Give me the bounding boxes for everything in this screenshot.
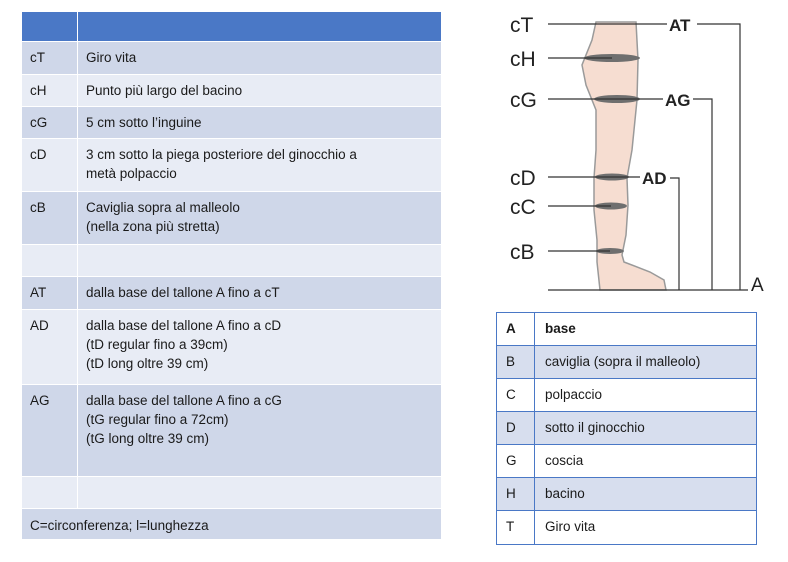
label-AT: AT [669,16,691,35]
legend-value: coscia [545,453,584,468]
legend-row [497,445,756,478]
description-line: (tG regular fino a 72cm) [86,412,229,427]
row-code: AT [22,277,78,309]
legend-key: C [497,379,535,411]
description-line: Caviglia sopra al malleolo [86,200,240,215]
row-code: cD [22,139,78,191]
label-cG: cG [510,89,537,112]
row-code: cT [22,42,78,74]
label-A: A [751,275,764,296]
legend-value: caviglia (sopra il malleolo) [545,354,701,369]
label-cT: cT [510,14,534,37]
row-code: cH [22,75,78,106]
legend-key: B [497,346,535,378]
description-line: Punto più largo del bacino [86,83,243,98]
label-cC: cC [510,196,536,219]
description-line: metà polpaccio [86,166,177,181]
legend-row [497,478,756,511]
leg-silhouette [582,22,666,290]
legend-row [497,313,756,346]
legend-key: T [497,511,535,544]
row-code: cG [22,107,78,138]
description-line: (tD long oltre 39 cm) [86,356,209,371]
description-line: 5 cm sotto l’inguine [86,115,202,130]
label-AG: AG [665,91,691,110]
label-cH: cH [510,48,536,71]
legend-value: sotto il ginocchio [545,420,645,435]
row-code: AG [22,385,78,476]
legend-key: A [497,313,535,345]
label-AD: AD [642,169,667,188]
legend-value: base [545,321,576,336]
legend-value: bacino [545,486,585,501]
description-line: (tG long oltre 39 cm) [86,431,210,446]
label-cD: cD [510,167,536,190]
description-line: dalla base del tallone A fino a cG [86,393,282,408]
legend-key: G [497,445,535,477]
description-line: (nella zona più stretta) [86,219,220,234]
description-line: dalla base del tallone A fino a cD [86,318,282,333]
description-line: Giro vita [86,50,137,65]
footnote-text: C=circonferenza; l=lunghezza [30,518,209,533]
legend-value: Giro vita [545,519,596,534]
description-line: dalla base del tallone A fino a cT [86,285,280,300]
legend-value: polpaccio [545,387,603,402]
legend-table [496,312,757,545]
row-code: AD [22,310,78,384]
legend-row [497,379,756,412]
row-code: cB [22,192,78,244]
legend-key: D [497,412,535,444]
legend-row [497,412,756,445]
legend-row [497,346,756,379]
description-line: (tD regular fino a 39cm) [86,337,228,352]
description-line: 3 cm sotto la piega posteriore del ginocchio a [86,147,357,162]
label-cB: cB [510,241,535,264]
legend-key: H [497,478,535,510]
legend-row [497,511,756,544]
